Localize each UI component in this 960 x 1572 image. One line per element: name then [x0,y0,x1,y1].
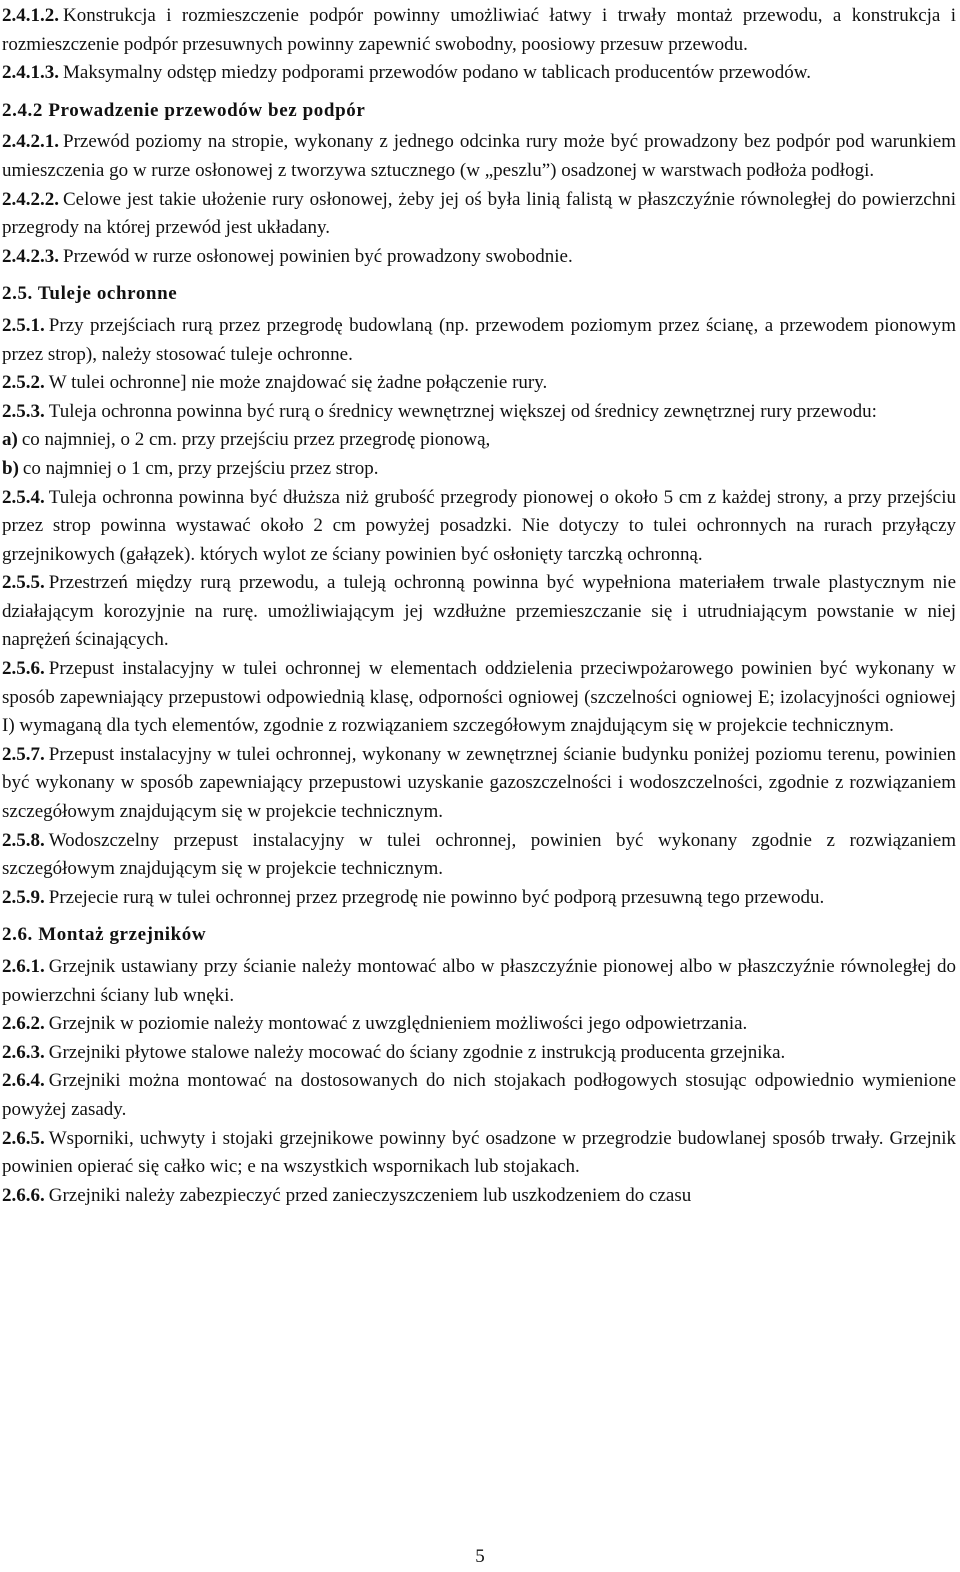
paragraph-text: Grzejniki płytowe stalowe należy mocować do ściany zgodnie z instrukcją producenta grzejnika. [48,1041,786,1063]
paragraph [2,398,956,427]
paragraph-text: Przepust instalacyjny w tulei ochronnej, wykonany w zewnętrznej ścianie budynku poniżej poziomu terenu, powinien być wykonany w sposób zapewniający przepustowi uzyskanie gazoszczelności i wodoszczelności, zgodnie z rozwiązaniem szczegółowym znajdującym się w projekcie technicznym. [2,743,956,823]
paragraph [2,243,956,272]
paragraph-text: Grzejniki należy zabezpieczyć przed zanieczyszczeniem lub uszkodzeniem do czasu [48,1184,692,1206]
paragraph-number: 2.5.4. [2,486,45,508]
paragraph-number: 2.5.6. [2,658,45,680]
paragraph-text: W tulei ochronne] nie może znajdować się żadne połączenie rury. [48,372,548,394]
section-heading: 2.4.2 Prowadzenie przewodów bez podpór [2,99,366,121]
document-body [2,2,956,1210]
paragraph-number: 2.6.3. [2,1041,45,1063]
paragraph-number: 2.5.1. [2,314,45,336]
paragraph [2,655,956,741]
section-heading: 2.6. Montaż grzejników [2,924,207,946]
paragraph [2,369,956,398]
paragraph-number: 2.6.1. [2,956,45,977]
paragraph-text: Grzejniki można montować na dostosowanych do nich stojakach podłogowych stosując odpowiednio wymienione powyżej zasady. [2,1070,956,1120]
paragraph [2,884,956,913]
paragraph-text: Celowe jest takie ułożenie rury osłonowej, żeby jej oś była linią falistą w płaszczyźnie równoległej do powierzchni przegrody na której przewód jest układany. [2,188,956,239]
paragraph-text: Maksymalny odstęp miedzy podporami przewodów podano w tablicach producentów przewodów. [63,62,812,84]
paragraph [2,128,956,185]
paragraph-text: Grzejnik ustawiany przy ścianie należy montować albo w płaszczyźnie pionowej albo w płaszczyźnie równoległej do powierzchni ściany lub wnęki. [2,956,956,1006]
paragraph [2,484,956,570]
paragraph-number: 2.6.6. [2,1184,45,1206]
paragraph-number: b) [2,457,19,479]
paragraph-number: 2.5.3. [2,400,45,422]
paragraph-number: 2.4.1.3. [2,62,59,84]
paragraph [2,1182,956,1211]
paragraph [2,1010,956,1039]
paragraph [2,953,956,1010]
paragraph-number: 2.6.5. [2,1127,45,1149]
paragraph-text: Przepust instalacyjny w tulei ochronnej w elementach oddzielenia przeciwpożarowego powinien być wykonany w sposób zapewniający przepustowi odpowiednią klasę, odporności ogniowej (szczelności ogniowej E; izolacyjności ogniowej I) wymaganą dla tych elementów, zgodnie z rozwiązaniem szczegółowym znajdującym się w projekcie technicznym. [2,658,956,737]
paragraph-number: 2.5.2. [2,372,45,394]
paragraph-text: Konstrukcja i rozmieszczenie podpór powinny umożliwiać łatwy i trwały montaż przewodu, a konstrukcja i rozmieszczenie podpór przesuwnych powinny zapewnić swobodny, poosiowy przesuw przewodu. [2,5,956,55]
paragraph-text: Przewód w rurze osłonowej powinien być prowadzony swobodnie. [63,245,573,267]
paragraph [2,455,956,484]
paragraph-number: 2.4.2.2. [2,188,59,210]
section-heading: 2.5. Tuleje ochronne [2,283,178,305]
paragraph [2,312,956,369]
paragraph-text: Wsporniki, uchwyty i stojaki grzejnikowe powinny być osadzone w przegrodzie budowlanej sposób trwały. Grzejnik powinien opierać się całko wic; e na wszystkich wspornikach lub stojakach. [2,1127,956,1178]
paragraph [2,1067,956,1124]
paragraph-number: 2.4.2.1. [2,131,59,153]
paragraph-text: Grzejnik w poziomie należy montować z uwzględnieniem możliwości jego odpowietrzania. [48,1013,748,1035]
paragraph [2,186,956,243]
paragraph-number: 2.5.8. [2,829,45,851]
paragraph [2,2,956,59]
paragraph-number: 2.5.7. [2,743,45,765]
page-number: 5 [475,1546,485,1567]
paragraph-text: Przewód poziomy na stropie, wykonany z jednego odcinka rury może być prowadzony bez podpór pod warunkiem umieszczenia go w rurze osłonowej z tworzywa sztucznego (w „peszlu”) osadzonej w warstwach podłoża podłogi. [2,131,956,181]
paragraph-text: co najmniej, o 2 cm. przy przejściu przez przegrodę pionową, [21,429,491,451]
paragraph-text: Przestrzeń między rurą przewodu, a tuleją ochronną powinna być wypełniona materiałem trwale plastycznym nie działającym korozyjnie na rurę. umożliwiającym jej wzdłużne przemieszczanie się i utrudniającym powstanie w niej naprężeń ścinających. [2,572,956,651]
paragraph [2,1039,956,1068]
paragraph [2,827,956,884]
paragraph-text: Wodoszczelny przepust instalacyjny w tulei ochronnej, powinien być wykonany zgodnie z rozwiązaniem szczegółowym znajdującym się w projekcie technicznym. [2,829,956,880]
paragraph-text: Przejecie rurą w tulei ochronnej przez przegrodę nie powinno być podporą przesuwną tego przewodu. [48,886,825,908]
paragraph-number: 2.4.1.2. [2,5,59,26]
paragraph-number: 2.4.2.3. [2,245,59,267]
paragraph [2,426,956,455]
paragraph-number: 2.5.5. [2,572,45,594]
paragraph-number: 2.5.9. [2,886,45,908]
paragraph [2,569,956,655]
paragraph-number: 2.6.2. [2,1013,45,1035]
paragraph [2,1125,956,1182]
paragraph [2,59,956,88]
paragraph-number: a) [2,429,18,451]
paragraph [2,741,956,827]
paragraph-text: co najmniej o 1 cm, przy przejściu przez strop. [22,457,379,479]
paragraph-number: 2.6.4. [2,1070,45,1092]
paragraph-text: Tuleja ochronna powinna być rurą o średnicy wewnętrznej większej od średnicy zewnętrznej rury przewodu: [48,400,877,422]
paragraph-text: Tuleja ochronna powinna być dłuższa niż grubość przegrody pionowej o około 5 cm z każdej strony, a przy przejściu przez strop powinna wystawać około 2 cm powyżej posadzki. Nie dotyczy to tulei ochronnych na rurach przyłączy grzejnikowych (gałązek). których wylot ze ściany powinien być osłonięty tarczką ochronną. [2,486,956,565]
paragraph-text: Przy przejściach rurą przez przegrodę budowlaną (np. przewodem poziomym przez ścianę, a przewodem pionowym przez strop), należy stosować tuleje ochronne. [2,314,956,365]
